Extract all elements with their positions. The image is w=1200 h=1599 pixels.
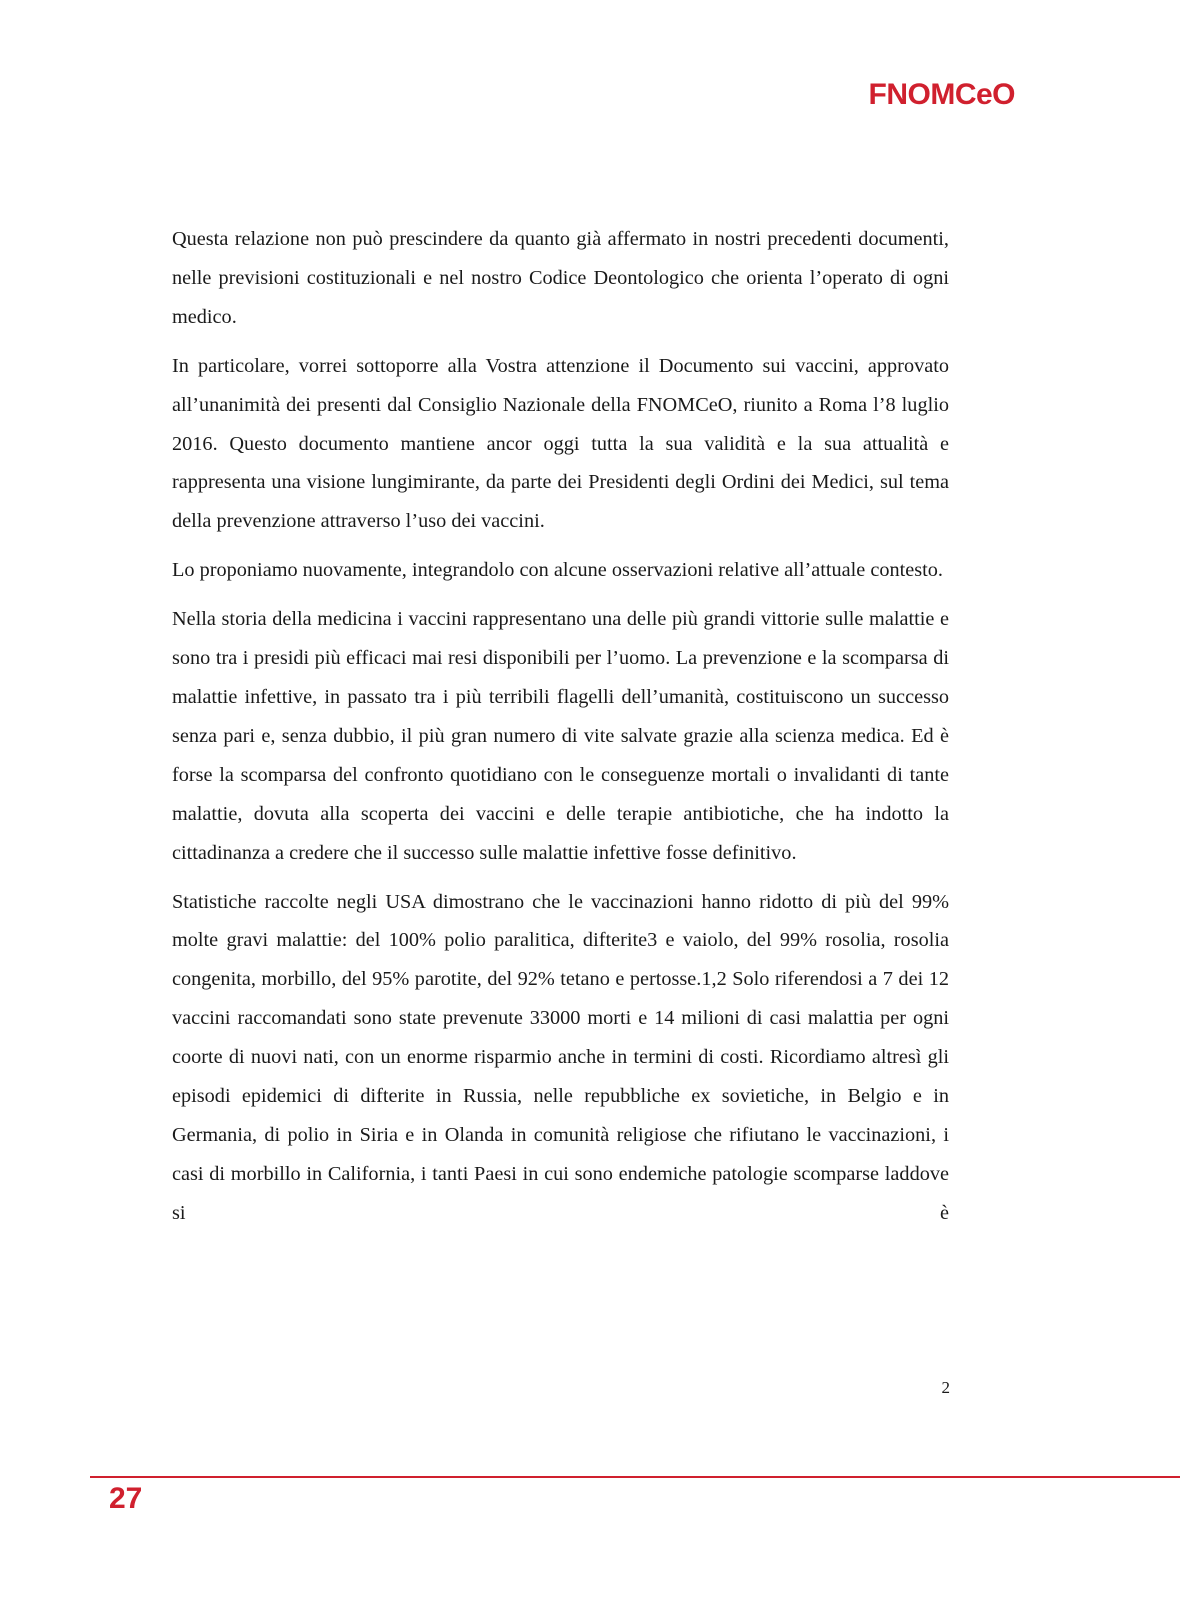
brand-logo: FNOMCeO (868, 78, 1015, 111)
paragraph: Questa relazione non può prescindere da quanto già affermato in nostri precedenti documenti, nelle previsioni costituzionali e nel nostro Codice Deontologico che orienta l’operato di ogni medico. (172, 228, 949, 328)
paragraph: Statistiche raccolte negli USA dimostrano che le vaccinazioni hanno ridotto di più del 99% molte gravi malattie: del 100% polio paralitica, difterite3 e vaiolo, del 99% rosolia, rosolia congenita, morbillo, del 95% parotite, del 92% tetano e pertosse.1,2 Solo riferendosi a 7 dei 12 vaccini raccomandati sono state prevenute 33000 morti e 14 milioni di casi malattia per ogni coorte di nuovi nati, con un enorme risparmio anche in termini di costi. Ricordiamo altresì gli episodi epidemici di difterite in Russia, nelle repubbliche ex sovietiche, in Belgio e in Germania, di polio in Siria e in Olanda in comunità religiose che rifiutano le vaccinazioni, i casi di morbillo in California, i tanti Paesi in cui sono endemiche patologie scomparse laddove si è (172, 890, 949, 1224)
footer-divider (90, 1476, 1180, 1478)
paragraph: Lo proponiamo nuovamente, integrandolo con alcune osservazioni relative all’attuale contesto. (172, 559, 943, 582)
document-body (172, 220, 949, 1243)
footer-page-number: 27 (109, 1482, 143, 1515)
paragraph: In particolare, vorrei sottoporre alla Vostra attenzione il Documento sui vaccini, approvato all’unanimità dei presenti dal Consiglio Nazionale della FNOMCeO, riunito a Roma l’8 luglio 2016. Questo documento mantiene ancor oggi tutta la sua validità e la sua attualità e rappresenta una visione lungimirante, da parte dei Presidenti degli Ordini dei Medici, sul tema della prevenzione attraverso l’uso dei vaccini. (172, 354, 949, 533)
paragraph: Nella storia della medicina i vaccini rappresentano una delle più grandi vittorie sulle malattie e sono tra i presidi più efficaci mai resi disponibili per l’uomo. La prevenzione e la scomparsa di malattie infettive, in passato tra i più terribili flagelli dell’umanità, costituiscono un successo senza pari e, senza dubbio, il più gran numero di vite salvate grazie alla scienza medica. Ed è forse la scomparsa del confronto quotidiano con le conseguenze mortali o invalidanti di tante malattie, dovuta alla scoperta dei vaccini e delle terapie antibiotiche, che ha indotto la cittadinanza a credere che il successo sulle malattie infettive fosse definitivo. (172, 608, 949, 864)
inner-page-number: 2 (941, 1378, 950, 1397)
